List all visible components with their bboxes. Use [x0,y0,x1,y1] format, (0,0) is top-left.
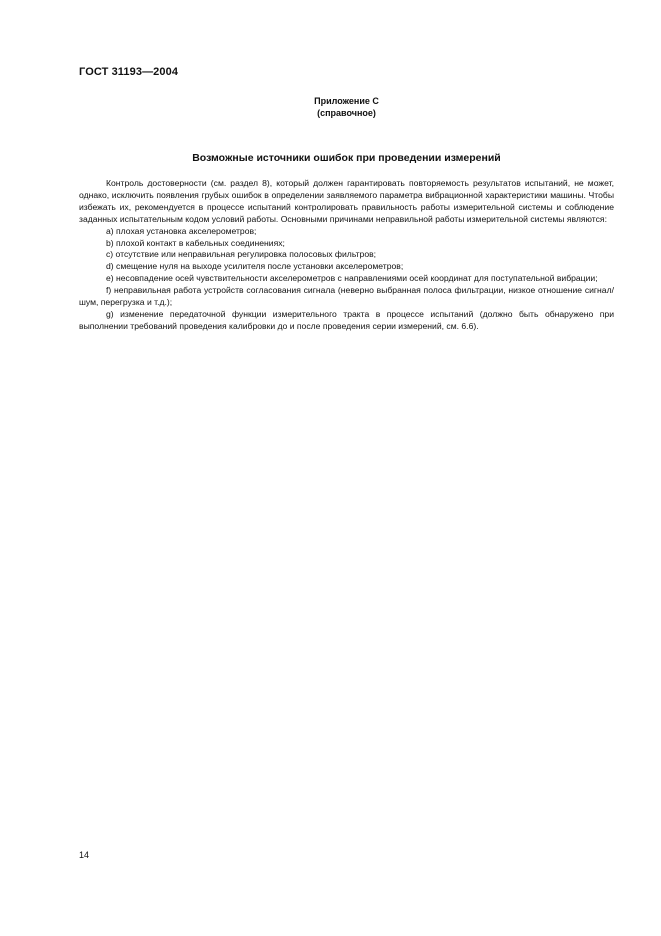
list-item: b) плохой контакт в кабельных соединениях; [106,237,285,248]
standard-id: ГОСТ 31193—2004 [79,66,179,78]
list-item: f) неправильная работа устройств согласования сигнала (неверно выбранная полоса фильтрации, низкое отношение сигнал/шум, перегрузка и т.д.); [79,285,614,308]
appendix-label: Приложение С [314,96,379,106]
list-item: e) несовпадение осей чувствительности акселерометров с направлениями осей координат для поступательной вибрации; [106,273,598,284]
list-item: d) смещение нуля на выходе усилителя после установки акселерометров; [106,261,404,272]
intro-paragraph: Контроль достоверности (см. раздел 8), который должен гарантировать повторяемость результатов испытаний, не может, однако, исключить появления грубых ошибок в определении заявляемого параметра вибрационной характеристики машины. Чтобы избежать их, рекомендуется в процессе испытаний контролировать правильность работы измерительной системы и соблюдение заданных испытательным кодом условий работы. Основными причинами неправильной работы измерительной системы являются: [79,178,614,224]
body-text [79,178,614,333]
list-item: g) изменение передаточной функции измерительного тракта в процессе испытаний (должно быть обнаружено при выполнении требований проведения калибровки до и после проведения серии измерений, см. 6.6). [79,308,614,331]
page-number: 14 [79,850,90,860]
list-item: a) плохая установка акселерометров; [106,225,257,236]
section-title: Возможные источники ошибок при проведении измерений [192,152,501,164]
appendix-type: (справочное) [317,108,376,118]
list-item: c) отсутствие или неправильная регулировка полосовых фильтров; [106,249,377,260]
